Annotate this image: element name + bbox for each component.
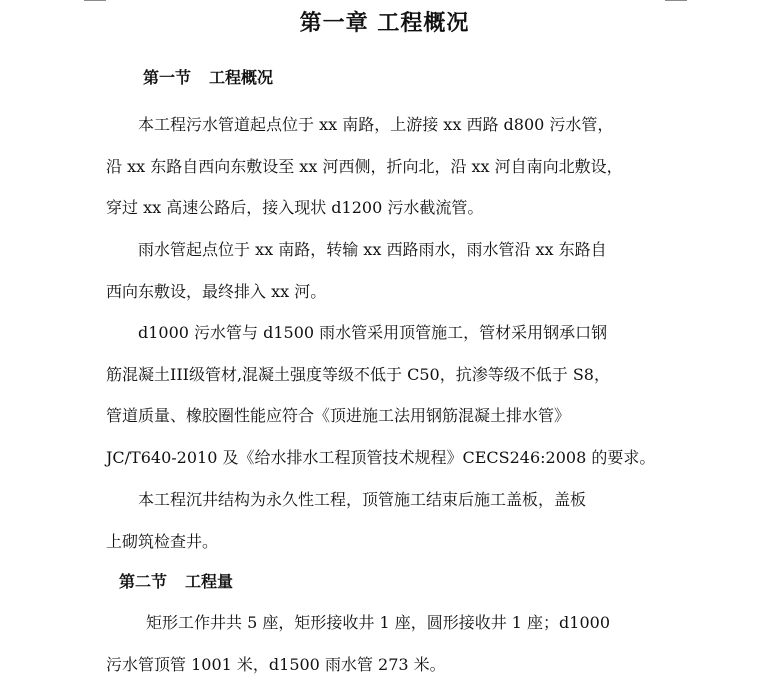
paragraph-line: 污水管顶管 1001 米，d1500 雨水管 273 米。	[106, 644, 662, 685]
paragraph-line: 矩形工作井共 5 座，矩形接收井 1 座，圆形接收井 1 座；d1000	[106, 602, 662, 644]
paragraph-line: d1000 污水管与 d1500 雨水管采用顶管施工，管材采用钢承口钢	[106, 312, 662, 354]
paragraph-line: 本工程沉井结构为永久性工程，顶管施工结束后施工盖板，盖板	[106, 479, 662, 521]
paragraph-caisson	[106, 479, 662, 562]
paragraph-storm-pipe	[106, 229, 662, 312]
paragraph-line: 西向东敷设，最终排入 xx 河。	[106, 271, 662, 313]
paragraph-line: 管道质量、橡胶圈性能应符合《顶进施工法用钢筋混凝土排水管》	[106, 395, 662, 437]
paragraph-sewer-pipe	[106, 104, 662, 229]
paragraph-quantities	[106, 602, 662, 685]
section-heading-quantities	[119, 571, 233, 593]
section-number: 第二节	[119, 572, 167, 591]
paragraph-pipe-jacking	[106, 312, 662, 478]
paragraph-line: 本工程污水管道起点位于 xx 南路，上游接 xx 西路 d800 污水管，	[106, 104, 662, 146]
paragraph-line: 沿 xx 东路自西向东敷设至 xx 河西侧，折向北，沿 xx 河自南向北敷设，	[106, 146, 662, 188]
section-name: 工程量	[185, 572, 233, 591]
paragraph-line: JC/T640-2010 及《给水排水工程顶管技术规程》CECS246:2008 的要求。	[106, 437, 662, 479]
section-heading-overview	[143, 67, 273, 89]
paragraph-line: 雨水管起点位于 xx 南路，转输 xx 西路雨水，雨水管沿 xx 东路自	[106, 229, 662, 271]
paragraph-line: 穿过 xx 高速公路后，接入现状 d1200 污水截流管。	[106, 187, 662, 229]
chapter-title: 第一章 工程概况	[0, 8, 769, 38]
paragraph-line: 筋混凝土III级管材,混凝土强度等级不低于 C50，抗渗等级不低于 S8，	[106, 354, 662, 396]
section-number: 第一节	[143, 68, 191, 87]
paragraph-line: 上砌筑检查井。	[106, 521, 662, 563]
section-name: 工程概况	[209, 68, 273, 87]
